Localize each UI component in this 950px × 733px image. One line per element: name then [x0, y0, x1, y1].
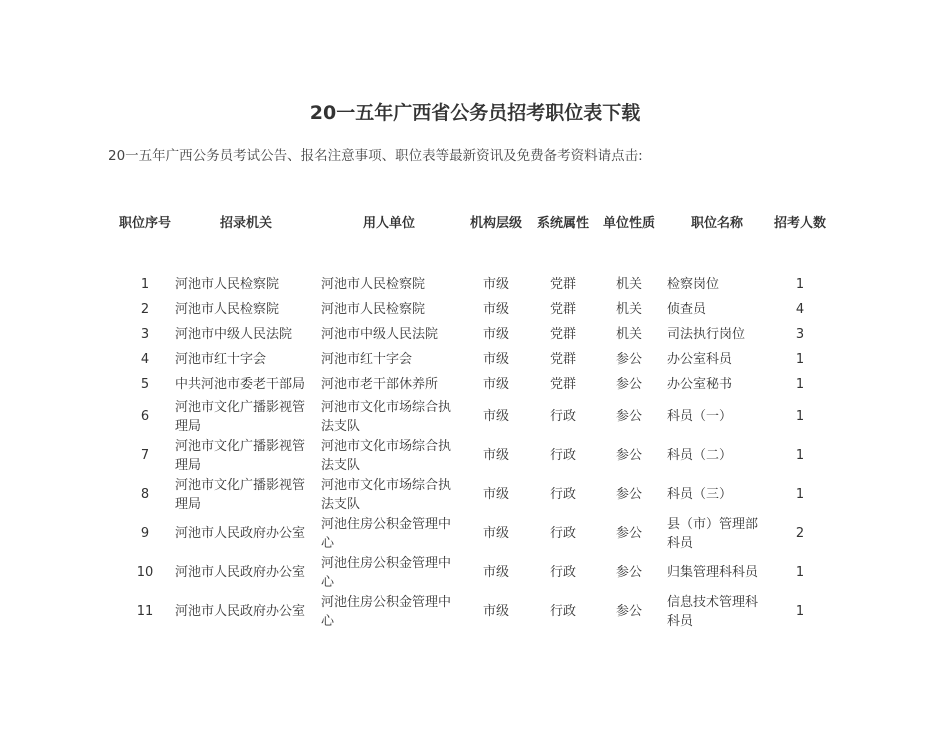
cell-unit: 河池市人民检察院 — [321, 277, 426, 292]
header-recruit-count: 招考人数 — [773, 215, 826, 231]
cell-system: 行政 — [549, 487, 576, 502]
table-row — [117, 397, 831, 436]
cell-unit: 河池市人民检察院 — [321, 302, 426, 317]
cell-agency: 河池市人民政府办公室 — [175, 604, 306, 619]
cell-system: 党群 — [549, 302, 576, 317]
cell-position: 司法执行岗位 — [667, 327, 746, 342]
cell-system: 行政 — [549, 565, 576, 580]
cell-position: 县（市）管理部科员 — [667, 516, 759, 551]
cell-system: 行政 — [549, 526, 576, 541]
header-position-number: 职位序号 — [119, 215, 172, 231]
cell-nature: 参公 — [615, 377, 642, 392]
cell-agency: 河池市文化广播影视管理局 — [175, 399, 306, 434]
cell-count: 4 — [795, 302, 805, 317]
positions-table — [117, 200, 831, 631]
cell-position: 侦查员 — [667, 302, 707, 317]
cell-agency: 河池市人民政府办公室 — [175, 526, 306, 541]
cell-number: 1 — [140, 277, 150, 292]
cell-position: 科员（二） — [667, 448, 733, 463]
cell-unit: 河池市红十字会 — [321, 352, 413, 367]
table-row — [117, 514, 831, 553]
cell-count: 1 — [795, 565, 805, 580]
header-position-name: 职位名称 — [690, 215, 743, 231]
cell-nature: 参公 — [615, 448, 642, 463]
cell-nature: 机关 — [615, 327, 642, 342]
cell-system: 党群 — [549, 327, 576, 342]
cell-count: 1 — [795, 409, 805, 424]
cell-level: 市级 — [482, 409, 509, 424]
cell-number: 7 — [140, 448, 150, 463]
cell-level: 市级 — [482, 448, 509, 463]
cell-nature: 机关 — [615, 302, 642, 317]
cell-nature: 参公 — [615, 526, 642, 541]
cell-position: 信息技术管理科科员 — [667, 594, 759, 629]
table-body — [117, 246, 831, 631]
table-header-row — [117, 200, 831, 246]
table-row — [117, 347, 831, 372]
header-recruiting-agency: 招录机关 — [219, 215, 272, 231]
cell-number: 3 — [140, 327, 150, 342]
cell-number: 11 — [136, 604, 154, 619]
cell-agency: 河池市文化广播影视管理局 — [175, 438, 306, 473]
cell-number: 5 — [140, 377, 150, 392]
cell-nature: 机关 — [615, 277, 642, 292]
table-row — [117, 553, 831, 592]
table-row — [117, 475, 831, 514]
cell-number: 9 — [140, 526, 150, 541]
table-row — [117, 322, 831, 347]
cell-count: 1 — [795, 604, 805, 619]
header-employing-unit: 用人单位 — [362, 215, 415, 231]
cell-number: 4 — [140, 352, 150, 367]
cell-position: 科员（三） — [667, 487, 733, 502]
cell-unit: 河池市老干部休养所 — [321, 377, 439, 392]
cell-unit: 河池住房公积金管理中心 — [321, 555, 452, 590]
cell-unit: 河池市中级人民法院 — [321, 327, 439, 342]
table-row — [117, 297, 831, 322]
cell-system: 党群 — [549, 377, 576, 392]
cell-system: 行政 — [549, 604, 576, 619]
cell-number: 10 — [136, 565, 154, 580]
cell-unit: 河池市文化市场综合执法支队 — [321, 399, 452, 434]
cell-level: 市级 — [482, 277, 509, 292]
cell-nature: 参公 — [615, 409, 642, 424]
cell-unit: 河池住房公积金管理中心 — [321, 516, 452, 551]
cell-agency: 河池市中级人民法院 — [175, 327, 293, 342]
cell-number: 2 — [140, 302, 150, 317]
cell-level: 市级 — [482, 377, 509, 392]
cell-nature: 参公 — [615, 487, 642, 502]
cell-nature: 参公 — [615, 565, 642, 580]
cell-count: 1 — [795, 487, 805, 502]
cell-level: 市级 — [482, 327, 509, 342]
header-unit-nature: 单位性质 — [602, 215, 655, 231]
cell-level: 市级 — [482, 604, 509, 619]
header-system-type: 系统属性 — [536, 215, 589, 231]
cell-position: 办公室秘书 — [667, 377, 733, 392]
cell-system: 行政 — [549, 409, 576, 424]
cell-level: 市级 — [482, 487, 509, 502]
cell-nature: 参公 — [615, 352, 642, 367]
cell-nature: 参公 — [615, 604, 642, 619]
cell-agency: 中共河池市委老干部局 — [175, 377, 306, 392]
cell-system: 党群 — [549, 277, 576, 292]
cell-agency: 河池市人民检察院 — [175, 302, 280, 317]
cell-number: 8 — [140, 487, 150, 502]
cell-position: 科员（一） — [667, 409, 733, 424]
cell-unit: 河池市文化市场综合执法支队 — [321, 438, 452, 473]
cell-system: 行政 — [549, 448, 576, 463]
table-row — [117, 272, 831, 297]
spacer-cell — [117, 246, 831, 272]
cell-level: 市级 — [482, 526, 509, 541]
header-agency-level: 机构层级 — [469, 215, 522, 231]
table-row — [117, 372, 831, 397]
cell-count: 2 — [795, 526, 805, 541]
cell-agency: 河池市人民检察院 — [175, 277, 280, 292]
intro-link-text[interactable]: 20一五年广西公务员考试公告、报名注意事项、职位表等最新资讯及免费备考资料请点击: — [108, 148, 643, 164]
cell-position: 检察岗位 — [667, 277, 720, 292]
cell-agency: 河池市人民政府办公室 — [175, 565, 306, 580]
cell-count: 1 — [795, 352, 805, 367]
cell-position: 归集管理科科员 — [667, 565, 759, 580]
cell-level: 市级 — [482, 352, 509, 367]
cell-level: 市级 — [482, 302, 509, 317]
cell-unit: 河池市文化市场综合执法支队 — [321, 477, 452, 512]
table-row — [117, 592, 831, 631]
cell-count: 1 — [795, 377, 805, 392]
cell-number: 6 — [140, 409, 150, 424]
cell-agency: 河池市红十字会 — [175, 352, 267, 367]
cell-count: 1 — [795, 277, 805, 292]
table-row — [117, 436, 831, 475]
cell-unit: 河池住房公积金管理中心 — [321, 594, 452, 629]
cell-level: 市级 — [482, 565, 509, 580]
cell-count: 3 — [795, 327, 805, 342]
cell-agency: 河池市文化广播影视管理局 — [175, 477, 306, 512]
cell-system: 党群 — [549, 352, 576, 367]
page-title: 20一五年广西省公务员招考职位表下载 — [309, 102, 641, 124]
cell-position: 办公室科员 — [667, 352, 733, 367]
cell-count: 1 — [795, 448, 805, 463]
table-spacer-row — [117, 246, 831, 272]
